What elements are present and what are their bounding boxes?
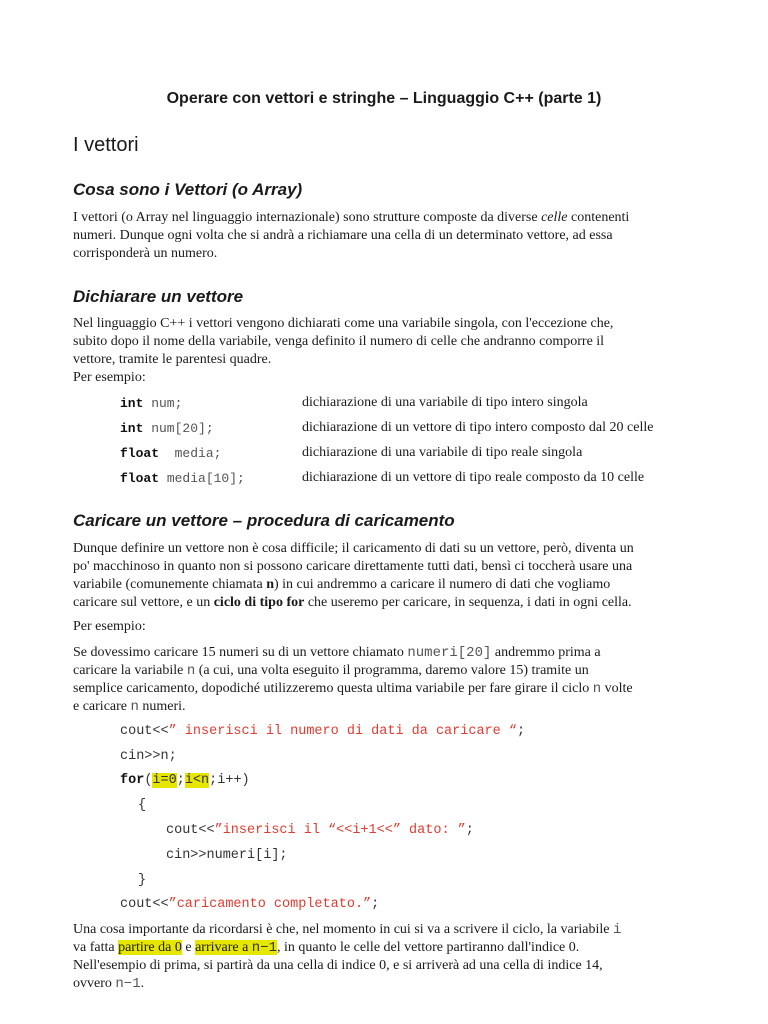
text-line: caricare sul vettore, e un ciclo di tipo for che useremo per caricare, in sequenza, i dati in ogni cella. xyxy=(73,595,632,610)
text-line: po' macchinoso in quanto non si possono caricare direttamente tutti dati, bensì ci toccherà usare una xyxy=(73,559,633,574)
paragraph-dichiarare xyxy=(73,315,713,387)
text-line: e caricare n numeri. xyxy=(73,699,186,715)
heading-caricare: Caricare un vettore – procedura di caricamento xyxy=(73,511,455,530)
code-line: cout<<”inserisci il “<<i+1<<” dato: ”; xyxy=(166,823,474,838)
declaration-row: int num; dichiarazione di una variabile di tipo intero singola xyxy=(120,395,588,411)
declaration-row: float media[10]; dichiarazione di un vettore di tipo reale composto da 10 celle xyxy=(120,470,645,486)
text-line: va fatta partire da 0 e arrivare a n−1, in quanto le celle del vettore partiranno dall'indice 0. xyxy=(73,940,580,956)
text-line: subito dopo il nome della variabile, venga definito il numero di celle che andranno comporre il xyxy=(73,334,605,349)
text-line: vettore, tramite le parentesi quadre. xyxy=(73,352,272,367)
text-line: caricare la variabile n (a cui, una volta eseguito il programma, daremo valore 15) tramite un xyxy=(73,663,589,679)
text-line: corrisponderà un numero. xyxy=(73,246,218,261)
text-line: semplice caricamento, dopodiché utilizzeremo questa ultima variabile per fare girare il ciclo n volte xyxy=(73,681,633,697)
text-per-esempio: Per esempio: xyxy=(73,619,146,634)
text-line: Nell'esempio di prima, si partirà da una cella di indice 0, e si arriverà ad una cella di indice 14, xyxy=(73,958,603,973)
text-line: numeri. Dunque ogni volta che si andrà a richiamare una cella di un determinato vettore, ad essa xyxy=(73,228,613,243)
heading-dichiarare: Dichiarare un vettore xyxy=(73,287,244,306)
paragraph-cosa-sono xyxy=(73,209,713,263)
code-line: { xyxy=(138,798,147,813)
declaration-row: float media; dichiarazione di una variabile di tipo reale singola xyxy=(120,445,583,461)
heading-cosa-sono: Cosa sono i Vettori (o Array) xyxy=(73,180,303,199)
text-line: Per esempio: xyxy=(73,370,146,385)
paragraph-esempio xyxy=(73,644,713,716)
text-line: Nel linguaggio C++ i vettori vengono dichiarati come una variabile singola, con l'eccezione che, xyxy=(73,316,614,331)
document-title: Operare con vettori e stringhe – Linguaggio C++ (parte 1) xyxy=(166,90,602,107)
text-line: ovvero n−1. xyxy=(73,976,145,992)
code-line: for(i=0;i<n;i++) xyxy=(120,773,250,788)
code-line: cin>>n; xyxy=(120,749,177,764)
text-line: Una cosa importante da ricordarsi è che, nel momento in cui si va a scrivere il ciclo, la variabile i xyxy=(73,922,622,938)
paragraph-caricare xyxy=(73,540,713,612)
text-line: Se dovessimo caricare 15 numeri su di un vettore chiamato numeri[20] andremmo prima a xyxy=(73,645,601,661)
code-line: cout<<”caricamento completato.”; xyxy=(120,897,380,912)
declaration-row: int num[20]; dichiarazione di un vettore di tipo intero composto dal 20 celle xyxy=(120,420,654,436)
text-line: variabile (comunemente chiamata n) in cui andremmo a caricare il numero di dati che vogliamo xyxy=(73,577,611,592)
code-line: cout<<” inserisci il numero di dati da caricare “; xyxy=(120,724,526,739)
code-line: cin>>numeri[i]; xyxy=(166,848,288,863)
paragraph-nota xyxy=(73,921,713,993)
text-line: Dunque definire un vettore non è cosa difficile; il caricamento di dati su un vettore, però, diventa un xyxy=(73,541,634,556)
text-line: I vettori (o Array nel linguaggio internazionale) sono strutture composte da diverse celle contenenti xyxy=(73,210,630,225)
heading-vettori: I vettori xyxy=(73,134,139,156)
code-line: } xyxy=(138,873,147,888)
